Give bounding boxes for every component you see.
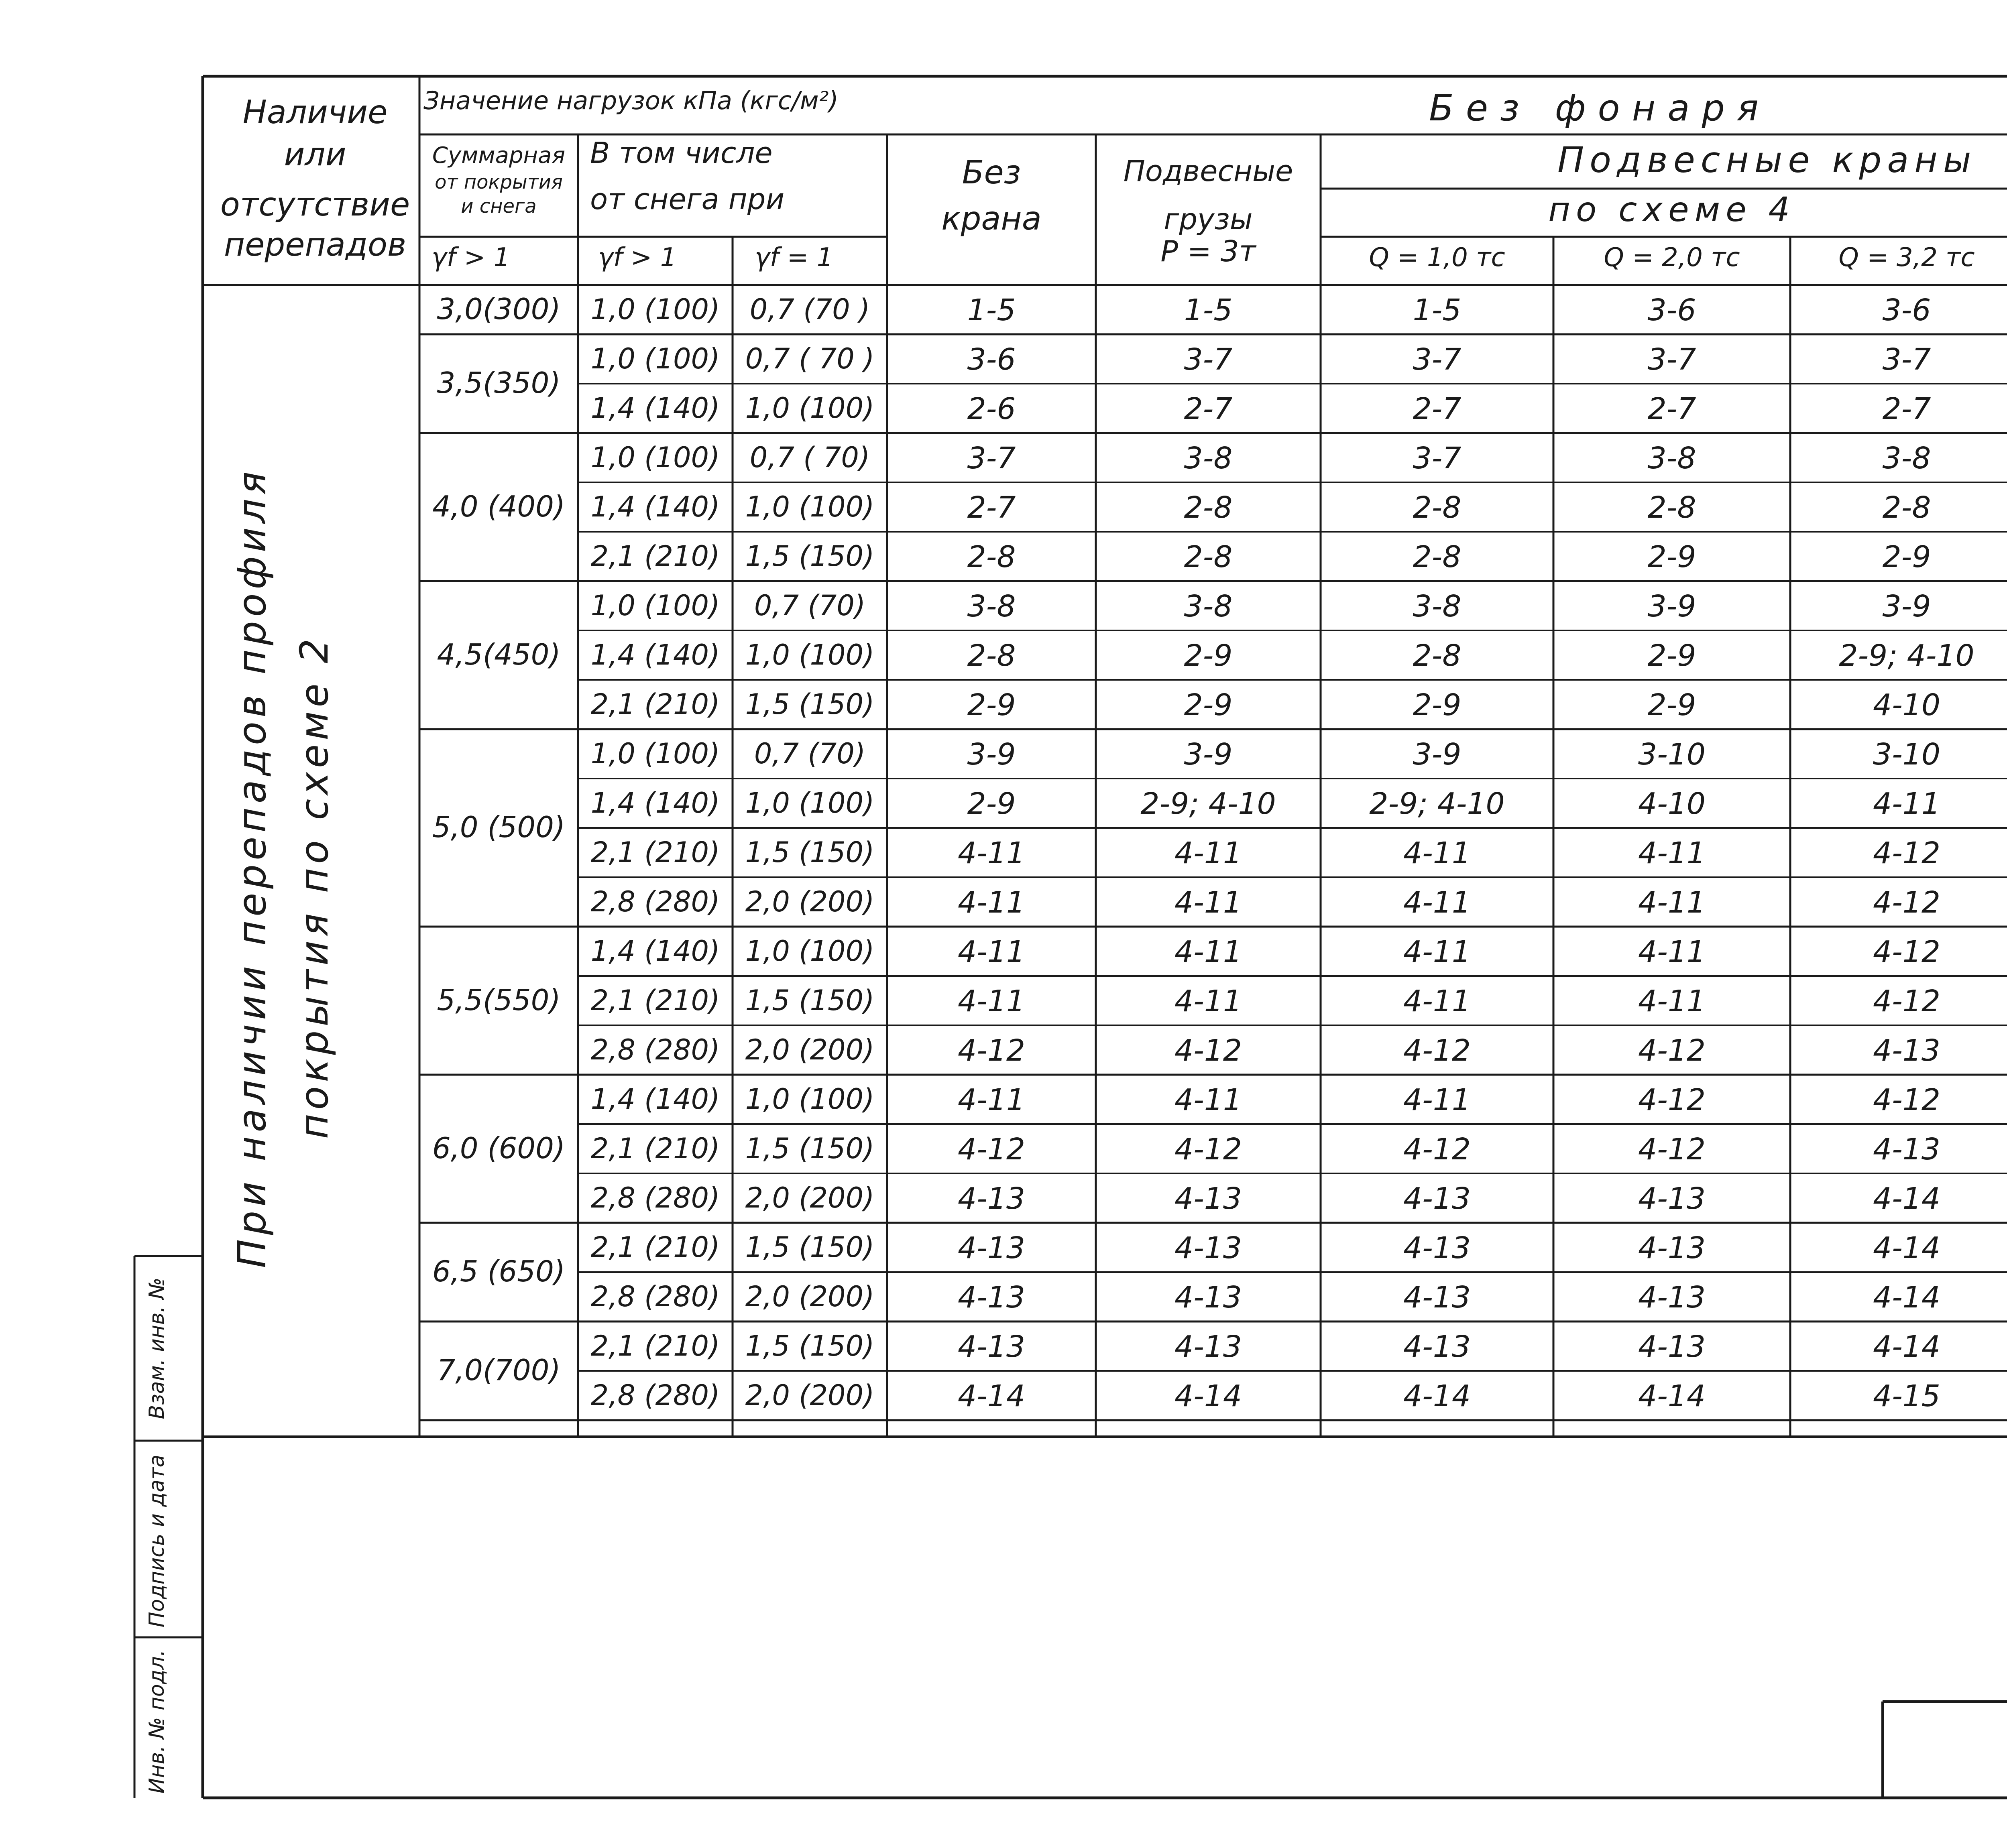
snow-load-eq1-cell: 2,0 (200) <box>745 1181 875 1214</box>
profile-range-cell: 4-12 <box>1873 935 1940 969</box>
profile-range-cell: 4-11 <box>1638 885 1706 920</box>
profile-range-cell: 4-13 <box>958 1280 1025 1315</box>
profile-range-cell: 3-7 <box>1413 441 1461 476</box>
profile-range-cell: 4-11 <box>1174 935 1242 969</box>
profile-range-cell: 4-13 <box>1174 1330 1242 1364</box>
profile-range-cell: 2-8 <box>1184 490 1233 525</box>
profile-range-cell: 2-9 <box>967 787 1016 821</box>
profile-range-cell: 4-12 <box>1638 1033 1706 1068</box>
snow-load-gt1-cell: 2,1 (210) <box>590 1231 720 1264</box>
profile-range-cell: 3-8 <box>967 589 1016 624</box>
profile-range-cell: 4-11 <box>1638 935 1706 969</box>
snow-load-gt1-cell: 2,1 (210) <box>590 688 720 721</box>
total-load-cell: 3,5(350) <box>437 366 561 400</box>
snow-load-eq1-cell: 1,0 (100) <box>745 935 875 968</box>
profile-range-cell: 4-12 <box>1638 1132 1706 1167</box>
snow-load-gt1-cell: 1,4 (140) <box>590 787 720 819</box>
snow-load-gt1-cell: 1,4 (140) <box>590 935 720 968</box>
snow-load-gt1-cell: 2,8 (280) <box>590 1379 720 1412</box>
profile-range-cell: 2-9 <box>967 688 1016 722</box>
profile-range-cell: 2-9; 4-10 <box>1140 787 1276 821</box>
total-load-cell: 3,0(300) <box>437 292 561 326</box>
side-label <box>225 467 345 1268</box>
snow-load-eq1-cell: 1,5 (150) <box>745 540 875 573</box>
header-gamma-snow-gt: γf > 1 <box>598 243 677 272</box>
header-scheme-4: по схеме 4 <box>1548 190 1795 229</box>
profile-range-cell: 4-13 <box>1403 1181 1471 1216</box>
snow-load-gt1-cell: 1,0 (100) <box>590 737 720 770</box>
profile-range-cell: 4-12 <box>1638 1083 1706 1117</box>
snow-load-eq1-cell: 1,5 (150) <box>745 1231 875 1264</box>
profile-range-cell: 4-13 <box>1638 1330 1706 1364</box>
profile-range-cell: 4-14 <box>1873 1231 1940 1265</box>
profile-range-cell: 4-14 <box>1403 1379 1471 1413</box>
total-load-cell: 6,0 (600) <box>432 1131 565 1165</box>
profile-range-cell: 2-8 <box>1413 638 1461 673</box>
snow-load-eq1-cell: 0,7 (70) <box>754 737 866 770</box>
profile-range-cell: 4-13 <box>958 1181 1025 1216</box>
profile-range-cell: 3-9 <box>967 737 1016 772</box>
header-no-crane-1: Без <box>962 154 1021 191</box>
profile-range-cell: 1-5 <box>1413 293 1461 327</box>
profile-range-cell: 3-7 <box>1413 342 1461 377</box>
profile-range-cell: 2-8 <box>1882 490 1931 525</box>
snow-load-eq1-cell: 1,5 (150) <box>745 1330 875 1362</box>
total-load-cell: 5,5(550) <box>437 983 561 1017</box>
profile-range-cell: 3-7 <box>1882 342 1931 377</box>
profile-range-cell: 4-11 <box>1873 787 1940 821</box>
profile-range-cell: 2-9 <box>1413 688 1461 722</box>
profile-range-cell: 4-12 <box>1403 1132 1471 1167</box>
profile-range-cell: 4-11 <box>1403 984 1471 1019</box>
profile-range-cell: 4-11 <box>1403 836 1471 870</box>
snow-load-gt1-cell: 2,8 (280) <box>590 1280 720 1313</box>
profile-range-cell: 4-11 <box>958 836 1025 870</box>
snow-load-gt1-cell: 1,4 (140) <box>590 392 720 425</box>
profile-range-cell: 3-8 <box>1184 441 1233 476</box>
profile-range-cell: 4-12 <box>1174 1132 1242 1167</box>
profile-range-cell: 4-13 <box>1174 1231 1242 1265</box>
profile-range-cell: 4-10 <box>1638 787 1706 821</box>
snow-load-eq1-cell: 1,0 (100) <box>745 392 875 425</box>
profile-range-cell: 4-12 <box>1873 1083 1940 1117</box>
snow-load-gt1-cell: 2,1 (210) <box>590 984 720 1017</box>
snow-load-gt1-cell: 1,0 (100) <box>590 342 720 375</box>
profile-range-cell: 3-8 <box>1882 441 1931 476</box>
total-load-cell: 5,0 (500) <box>432 810 565 844</box>
profile-range-cell: 4-13 <box>1638 1231 1706 1265</box>
profile-range-cell: 1-5 <box>967 293 1016 327</box>
snow-load-gt1-cell: 2,8 (280) <box>590 885 720 918</box>
profile-range-cell: 4-12 <box>1873 984 1940 1019</box>
profile-range-cell: 3-8 <box>1184 589 1233 624</box>
profile-range-cell: 4-13 <box>1873 1132 1940 1167</box>
header-hanging-cranes: Подвесные краны <box>1557 139 1977 181</box>
snow-load-eq1-cell: 1,0 (100) <box>745 787 875 819</box>
total-load-cell: 4,5(450) <box>437 637 561 671</box>
profile-range-cell: 2-8 <box>1647 490 1696 525</box>
header-total-2: от покрытия <box>435 171 563 193</box>
profile-range-cell: 2-8 <box>1184 540 1233 574</box>
crane-capacity-header: Q = 1,0 тс <box>1369 243 1505 272</box>
profile-range-cell: 2-9 <box>1647 688 1696 722</box>
profile-range-cell: 3-9 <box>1413 737 1461 772</box>
profile-range-cell: 3-6 <box>1882 293 1931 327</box>
profile-range-cell: 3-9 <box>1184 737 1233 772</box>
header-gamma-total: γf > 1 <box>432 243 510 272</box>
snow-load-gt1-cell: 2,8 (280) <box>590 1033 720 1066</box>
profile-range-cell: 2-8 <box>967 540 1016 574</box>
header-presence-line3: отсутствие <box>220 186 410 223</box>
profile-range-cell: 3-6 <box>967 342 1016 377</box>
profile-range-cell: 2-8 <box>967 638 1016 673</box>
snow-load-eq1-cell: 1,0 (100) <box>745 638 875 671</box>
profile-range-cell: 4-12 <box>958 1132 1025 1167</box>
profile-range-cell: 4-11 <box>958 885 1025 920</box>
profile-range-cell: 2-8 <box>1413 540 1461 574</box>
profile-range-cell: 3-7 <box>1647 342 1696 377</box>
profile-range-cell: 4-13 <box>1638 1181 1706 1216</box>
header-hanging-loads-3: P = 3т <box>1160 234 1256 268</box>
snow-load-eq1-cell: 2,0 (200) <box>745 1280 875 1313</box>
profile-range-cell: 3-7 <box>1184 342 1233 377</box>
header-presence-line4: перепадов <box>224 226 407 263</box>
profile-range-cell: 4-14 <box>1873 1330 1940 1364</box>
profile-range-cell: 4-13 <box>1403 1280 1471 1315</box>
profile-range-cell: 3-10 <box>1638 737 1706 772</box>
header-no-crane-2: крана <box>941 200 1042 237</box>
snow-load-gt1-cell: 2,1 (210) <box>590 1132 720 1165</box>
header-hanging-loads-1: Подвесные <box>1123 154 1293 188</box>
total-load-cell: 7,0(700) <box>437 1353 561 1387</box>
header-presence-line1: Наличие <box>242 94 388 131</box>
profile-range-cell: 2-9 <box>1882 540 1931 574</box>
header-total-1: Суммарная <box>432 142 566 169</box>
total-load-cell: 6,5 (650) <box>432 1254 565 1288</box>
profile-range-cell: 4-11 <box>1403 1083 1471 1117</box>
stamp-inv-original: Инв. № подл. <box>145 1649 169 1794</box>
profile-range-cell: 4-11 <box>958 935 1025 969</box>
snow-load-gt1-cell: 2,1 (210) <box>590 836 720 869</box>
header-total-3: и снега <box>461 195 537 218</box>
profile-range-cell: 4-13 <box>1638 1280 1706 1315</box>
snow-load-eq1-cell: 2,0 (200) <box>745 885 875 918</box>
profile-range-cell: 4-15 <box>1873 1379 1940 1413</box>
snow-load-gt1-cell: 1,4 (140) <box>590 1083 720 1116</box>
doc-code <box>1887 1730 2007 1768</box>
profile-range-cell: 4-14 <box>958 1379 1025 1413</box>
profile-range-cell: 4-12 <box>1403 1033 1471 1068</box>
stamp-replacement-inv: Взам. инв. № <box>145 1277 169 1419</box>
snow-load-gt1-cell: 1,0 (100) <box>590 441 720 474</box>
profile-range-cell: 4-12 <box>1873 836 1940 870</box>
snow-load-eq1-cell: 0,7 ( 70 ) <box>745 342 875 375</box>
profile-range-cell: 2-9 <box>1647 540 1696 574</box>
snow-load-eq1-cell: 1,5 (150) <box>745 1132 875 1165</box>
profile-range-cell: 4-12 <box>1174 1033 1242 1068</box>
profile-range-cell: 2-9 <box>1184 638 1233 673</box>
snow-load-eq1-cell: 1,5 (150) <box>745 688 875 721</box>
profile-range-cell: 2-7 <box>1882 392 1931 426</box>
profile-range-cell: 2-8 <box>1413 490 1461 525</box>
profile-range-cell: 4-11 <box>1174 1083 1242 1117</box>
snow-load-eq1-cell: 2,0 (200) <box>745 1033 875 1066</box>
snow-load-gt1-cell: 2,1 (210) <box>590 540 720 573</box>
profile-range-cell: 3-9 <box>1882 589 1931 624</box>
snow-load-eq1-cell: 1,0 (100) <box>745 1083 875 1116</box>
profile-range-cell: 4-11 <box>1403 885 1471 920</box>
profile-range-cell: 2-7 <box>967 490 1016 525</box>
profile-range-cell: 4-14 <box>1638 1379 1706 1413</box>
profile-range-cell: 2-9; 4-10 <box>1839 638 1974 673</box>
total-load-cell: 4,0 (400) <box>432 489 565 523</box>
profile-range-cell: 4-11 <box>1403 935 1471 969</box>
snow-load-gt1-cell: 1,4 (140) <box>590 638 720 671</box>
header-hanging-loads-2: грузы <box>1164 202 1253 236</box>
profile-range-cell: 4-12 <box>958 1033 1025 1068</box>
profile-range-cell: 4-11 <box>1638 984 1706 1019</box>
header-gamma-snow-eq: γf = 1 <box>755 243 833 272</box>
side-label-line2: покрытия по схеме 2 <box>292 634 337 1139</box>
profile-range-cell: 3-7 <box>967 441 1016 476</box>
header-presence-line2: или <box>284 136 346 173</box>
profile-range-cell: 4-10 <box>1873 688 1940 722</box>
crane-capacity-header: Q = 3,2 тс <box>1838 243 1975 272</box>
profile-range-cell: 4-13 <box>1403 1231 1471 1265</box>
profile-range-cell: 4-13 <box>1873 1033 1940 1068</box>
profile-range-cell: 4-14 <box>1174 1379 1242 1413</box>
profile-range-cell: 2-7 <box>1184 392 1233 426</box>
profile-range-cell: 2-7 <box>1647 392 1696 426</box>
snow-load-gt1-cell: 2,1 (210) <box>590 1330 720 1362</box>
snow-load-eq1-cell: 0,7 (70 ) <box>749 293 870 326</box>
stamp-signature-date: Подпись и дата <box>145 1454 169 1628</box>
snow-load-eq1-cell: 0,7 ( 70) <box>749 441 870 474</box>
profile-range-cell: 2-6 <box>967 392 1016 426</box>
snow-load-eq1-cell: 1,5 (150) <box>745 836 875 869</box>
profile-range-cell: 3-8 <box>1413 589 1461 624</box>
profile-range-cell: 2-7 <box>1413 392 1461 426</box>
profile-range-cell: 4-11 <box>1174 836 1242 870</box>
snow-load-eq1-cell: 1,0 (100) <box>745 490 875 523</box>
header-no-lantern: Без фонаря <box>1429 87 1771 129</box>
header-incl-snow-2: от снега при <box>590 182 785 216</box>
profile-range-cell: 4-11 <box>1174 984 1242 1019</box>
profile-range-cell: 4-11 <box>1638 836 1706 870</box>
profile-range-cell: 4-13 <box>1403 1330 1471 1364</box>
snow-load-gt1-cell: 2,8 (280) <box>590 1181 720 1214</box>
header-incl-snow-1: В том числе <box>590 136 773 170</box>
profile-range-cell: 3-8 <box>1647 441 1696 476</box>
crane-capacity-header: Q = 2,0 тс <box>1604 243 1740 272</box>
profile-range-cell: 4-13 <box>1174 1280 1242 1315</box>
snow-load-eq1-cell: 1,5 (150) <box>745 984 875 1017</box>
profile-range-cell: 2-9; 4-10 <box>1369 787 1505 821</box>
profile-range-cell: 4-11 <box>958 984 1025 1019</box>
profile-range-cell: 1-5 <box>1184 293 1233 327</box>
profile-range-cell: 4-13 <box>1174 1181 1242 1216</box>
snow-load-gt1-cell: 1,4 (140) <box>590 490 720 523</box>
profile-range-cell: 4-12 <box>1873 885 1940 920</box>
profile-range-cell: 4-11 <box>958 1083 1025 1117</box>
snow-load-eq1-cell: 2,0 (200) <box>745 1379 875 1412</box>
profile-range-cell: 2-9 <box>1647 638 1696 673</box>
snow-load-gt1-cell: 1,0 (100) <box>590 589 720 622</box>
profile-range-cell: 4-13 <box>958 1231 1025 1265</box>
profile-range-cell: 3-9 <box>1647 589 1696 624</box>
header-load-values: Значение нагрузок кПа (кгс/м²) <box>423 86 839 115</box>
profile-range-cell: 3-10 <box>1873 737 1940 772</box>
snow-load-eq1-cell: 0,7 (70) <box>754 589 866 622</box>
profile-range-cell: 4-14 <box>1873 1181 1940 1216</box>
profile-range-cell: 4-11 <box>1174 885 1242 920</box>
profile-range-cell: 4-14 <box>1873 1280 1940 1315</box>
side-label-line1: При наличии перепадов профиля <box>230 467 275 1268</box>
snow-load-gt1-cell: 1,0 (100) <box>590 293 720 326</box>
profile-range-cell: 2-9 <box>1184 688 1233 722</box>
profile-range-cell: 3-6 <box>1647 293 1696 327</box>
left-stamp <box>134 1256 183 1798</box>
profile-range-cell: 4-13 <box>958 1330 1025 1364</box>
